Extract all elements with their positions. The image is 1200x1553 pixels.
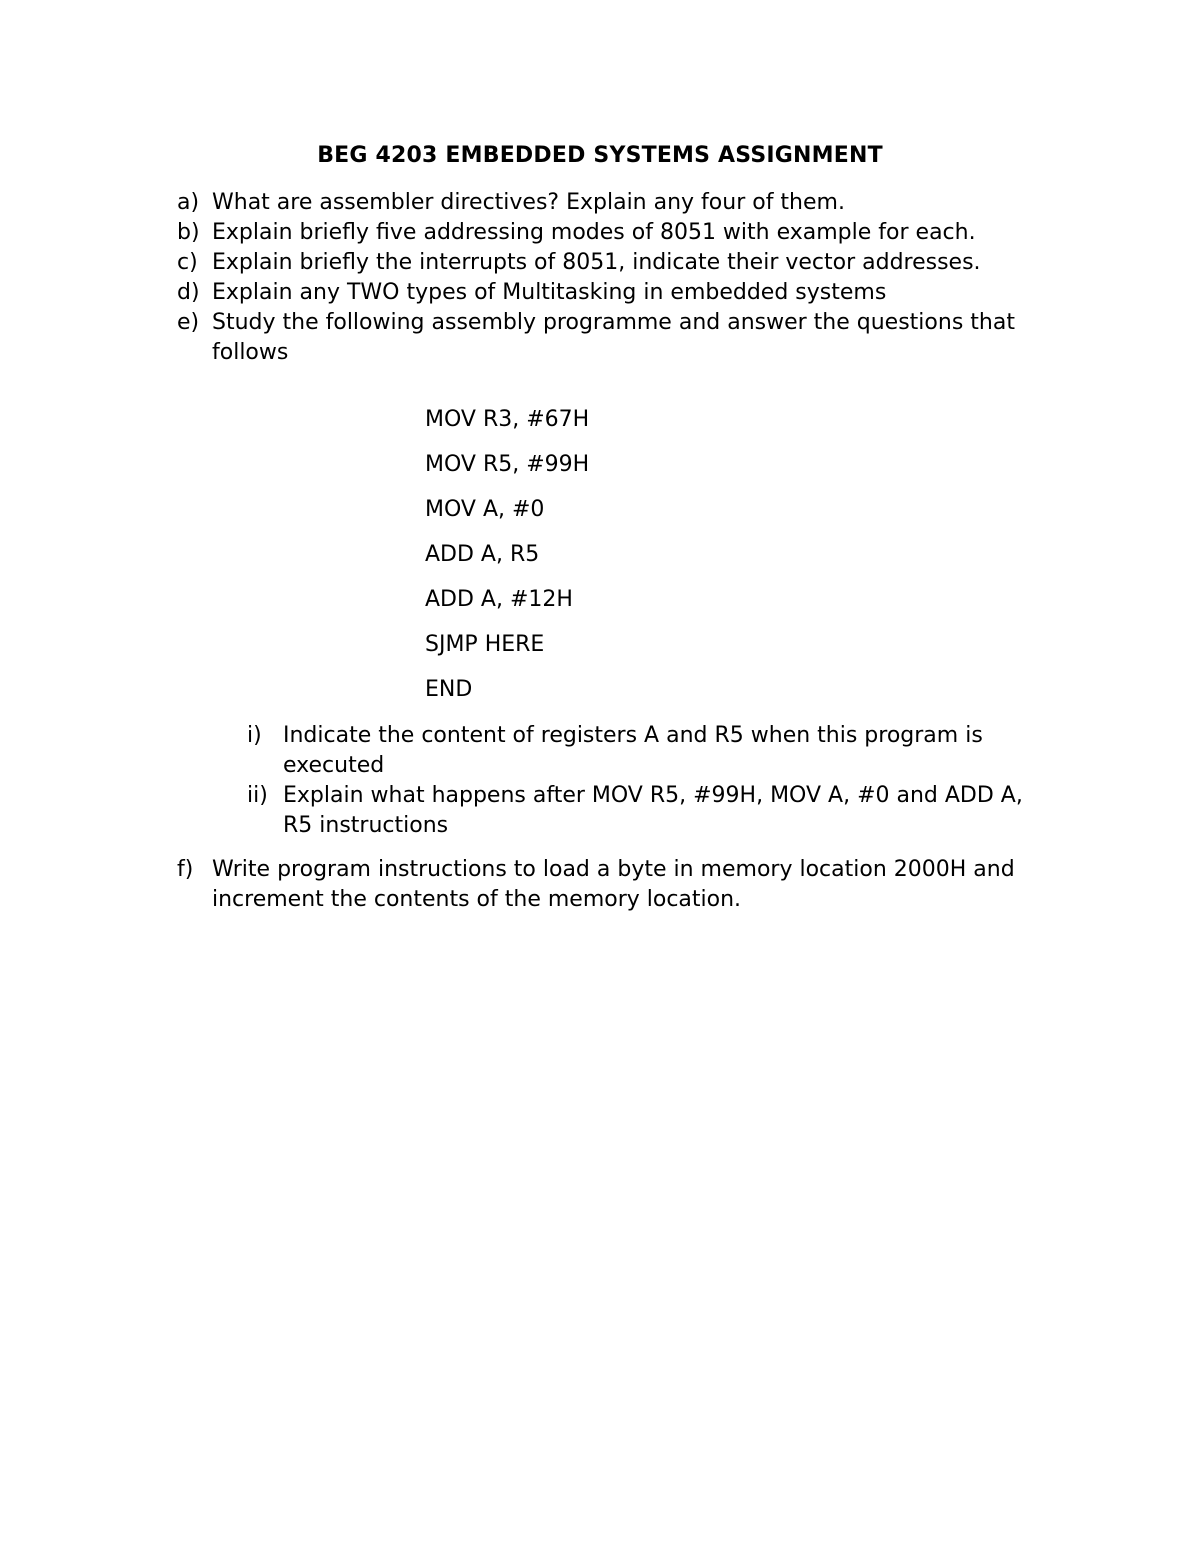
question-marker: b) <box>177 220 200 245</box>
question-list <box>177 188 1057 368</box>
sub-question-item-i <box>247 721 1047 781</box>
question-marker: f) <box>177 857 194 882</box>
final-question-list <box>177 855 1037 915</box>
code-line: MOV A, #0 <box>425 497 545 522</box>
question-item-d <box>177 278 1057 308</box>
question-item-e <box>177 308 1057 368</box>
question-item-a <box>177 188 1057 218</box>
sub-question-marker: i) <box>247 723 262 748</box>
question-item-b <box>177 218 1057 248</box>
question-text: What are assembler directives? Explain any four of them. <box>212 190 845 215</box>
question-text: Study the following assembly programme and answer the questions that follows <box>212 310 1015 365</box>
question-item-c <box>177 248 1057 278</box>
question-marker: c) <box>177 250 198 275</box>
sub-question-list <box>247 721 1047 841</box>
question-text: Explain briefly the interrupts of 8051, indicate their vector addresses. <box>212 250 981 275</box>
sub-question-marker: ii) <box>247 783 268 808</box>
code-line: END <box>425 677 473 702</box>
sub-question-text: Indicate the content of registers A and R5 when this program is executed <box>283 723 983 778</box>
code-line: MOV R5, #99H <box>425 452 590 477</box>
sub-question-item-ii <box>247 781 1047 841</box>
code-line: ADD A, #12H <box>425 587 573 612</box>
question-text: Explain any TWO types of Multitasking in embedded systems <box>212 280 887 305</box>
question-text: Explain briefly five addressing modes of 8051 with example for each. <box>212 220 976 245</box>
document-title: BEG 4203 EMBEDDED SYSTEMS ASSIGNMENT <box>317 143 883 168</box>
question-marker: d) <box>177 280 200 305</box>
question-marker: a) <box>177 190 200 215</box>
question-marker: e) <box>177 310 200 335</box>
code-line: SJMP HERE <box>425 632 545 657</box>
question-item-f <box>177 855 1037 915</box>
sub-question-text: Explain what happens after MOV R5, #99H, MOV A, #0 and ADD A, R5 instructions <box>283 783 1023 838</box>
assembly-code-block <box>425 405 589 720</box>
code-line: ADD A, R5 <box>425 542 540 567</box>
code-line: MOV R3, #67H <box>425 407 590 432</box>
question-text: Write program instructions to load a byte in memory location 2000H and increment the contents of the memory location. <box>212 857 1015 912</box>
